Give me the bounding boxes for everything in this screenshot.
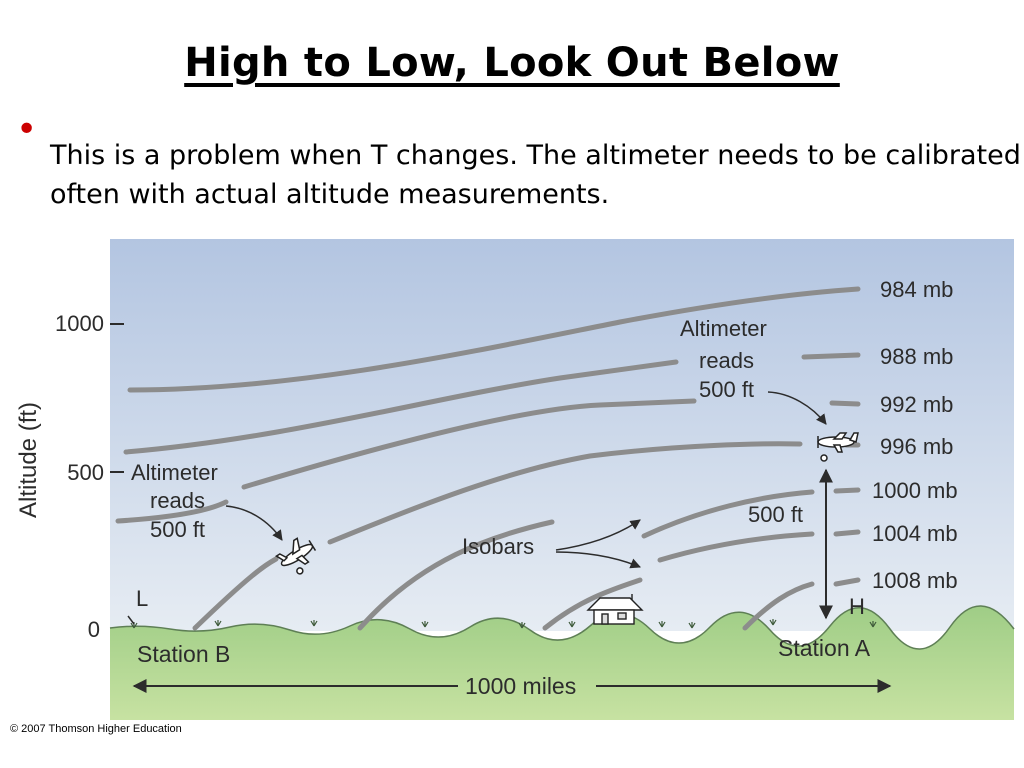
y-tick-500: 500 <box>67 460 104 485</box>
y-axis <box>15 311 124 642</box>
copyright-notice: © 2007 Thomson Higher Education <box>10 723 182 735</box>
isobar-988-right <box>804 355 858 357</box>
svg-text:500 ft: 500 ft <box>150 517 206 542</box>
svg-text:reads: reads <box>699 348 755 373</box>
label-996mb: 996 mb <box>880 434 954 459</box>
y-tick-1000: 1000 <box>55 311 104 336</box>
height-label: 500 ft <box>748 502 804 527</box>
isobars-label: Isobars <box>462 534 535 559</box>
isobar-992-right <box>832 403 858 404</box>
high-pressure-marker: H <box>849 594 865 619</box>
slide-title: High to Low, Look Out Below <box>184 40 840 86</box>
altimeter-diagram <box>0 236 1024 736</box>
y-axis-label: Altitude (ft) <box>15 401 42 519</box>
distance-label: 1000 miles <box>465 673 577 699</box>
svg-text:reads: reads <box>150 488 206 513</box>
isobar-1000-right <box>836 490 858 491</box>
svg-text:Altimeter: Altimeter <box>131 460 218 485</box>
svg-text:L: L <box>136 586 149 611</box>
svg-text:500 ft: 500 ft <box>699 377 755 402</box>
label-1000mb: 1000 mb <box>872 478 958 503</box>
bullet-dot: • <box>16 109 38 150</box>
station-a-label: Station A <box>778 635 871 661</box>
y-tick-0: 0 <box>87 617 100 642</box>
isobar-1004-right <box>836 532 858 534</box>
bullet-text: This is a problem when T changes. The altimeter needs to be calibrated often with actual altitude measurements. <box>50 140 1021 210</box>
label-992mb: 992 mb <box>880 392 954 417</box>
label-1008mb: 1008 mb <box>872 568 958 593</box>
label-984mb: 984 mb <box>880 277 954 302</box>
label-1004mb: 1004 mb <box>872 521 958 546</box>
label-988mb: 988 mb <box>880 344 954 369</box>
svg-text:Altimeter: Altimeter <box>680 316 767 341</box>
station-b-label: Station B <box>137 641 231 667</box>
